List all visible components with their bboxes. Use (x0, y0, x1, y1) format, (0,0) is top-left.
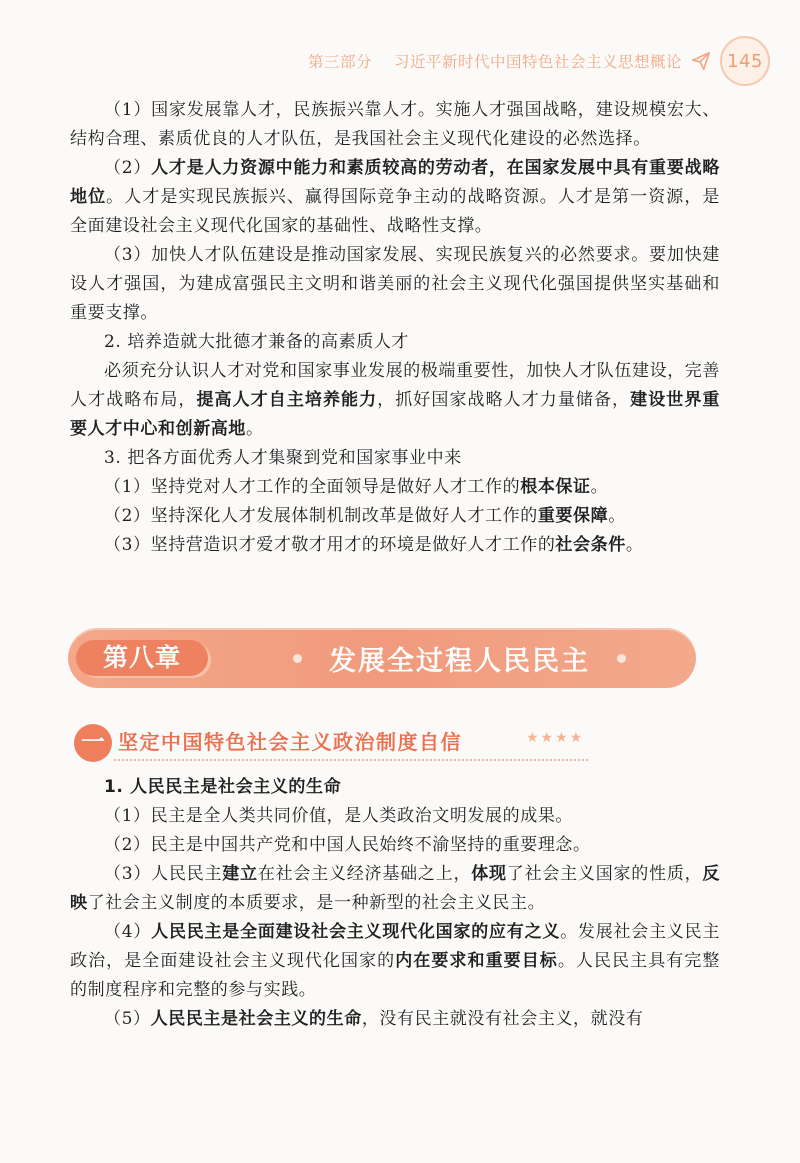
divider (114, 759, 588, 761)
part-label: 第三部分 (307, 53, 372, 71)
paper-plane-icon (690, 50, 712, 72)
paragraph: （3）加快人才队伍建设是推动国家发展、实现民族复兴的必然要求。要加快建设人才强国，为建成富强民主文明和谐美丽的社会主义现代化强国提供坚实基础和重要支撑。 (70, 245, 720, 323)
star-rating-icon: ★★★★ (526, 730, 585, 746)
paragraph: （2）人才是人力资源中能力和素质较高的劳动者，在国家发展中具有重要战略地位。人才是实现民族振兴、赢得国际竞争主动的战略资源。人才是第一资源，是全面建设社会主义现代化国家的基础性、战略性支撑。 (70, 158, 720, 236)
chapter-banner (68, 628, 696, 688)
chapter-title (293, 628, 626, 688)
chapter-tag: 第八章 (76, 640, 208, 676)
subheading: 1. 人民民主是社会主义的生命 (104, 777, 342, 797)
dot-icon (617, 654, 626, 663)
list-item: （3）坚持营造识才爱才敬才用才的环境是做好人才工作的社会条件。 (104, 535, 644, 555)
democracy-section (70, 773, 720, 1034)
page-number: 145 (720, 36, 770, 86)
section-title: 坚定中国特色社会主义政治制度自信 (118, 730, 462, 754)
paragraph: 必须充分认识人才对党和国家事业发展的极端重要性，加快人才队伍建设，完善人才战略布局，提高人才自主培养能力，抓好国家战略人才力量储备，建设世界重要人才中心和创新高地。 (70, 361, 721, 439)
book-title: 习近平新时代中国特色社会主义思想概论 (393, 53, 682, 71)
chapter-title-text: 发展全过程人民民主 (329, 645, 590, 677)
section-heading (74, 718, 594, 764)
subheading: 3. 把各方面优秀人才集聚到党和国家事业中来 (104, 448, 462, 468)
list-item: （2）坚持深化人才发展体制机制改革是做好人才工作的重要保障。 (104, 506, 626, 526)
dot-icon (293, 654, 302, 663)
list-item: （4）人民民主是全面建设社会主义现代化国家的应有之义。发展社会主义民主政治，是全面建设社会主义现代化国家的内在要求和重要目标。人民民主具有完整的制度程序和完整的参与实践。 (70, 922, 721, 1000)
talent-section (70, 96, 720, 560)
list-item: （1）民主是全人类共同价值，是人类政治文明发展的成果。 (104, 806, 574, 826)
list-item: （1）坚持党对人才工作的全面领导是做好人才工作的根本保证。 (104, 477, 609, 497)
running-header (308, 36, 770, 86)
section-number-badge: 一 (74, 724, 112, 762)
list-item: （5）人民民主是社会主义的生命，没有民主就没有社会主义，就没有 (104, 1009, 644, 1029)
paragraph: （1）国家发展靠人才，民族振兴靠人才。实施人才强国战略，建设规模宏大、结构合理、素质优良的人才队伍，是我国社会主义现代化建设的必然选择。 (70, 100, 720, 149)
list-item: （2）民主是中国共产党和中国人民始终不渝坚持的重要理念。 (104, 835, 591, 855)
subheading: 2. 培养造就大批德才兼备的高素质人才 (104, 332, 410, 352)
list-item: （3）人民民主建立在社会主义经济基础之上，体现了社会主义国家的性质，反映了社会主义制度的本质要求，是一种新型的社会主义民主。 (70, 864, 720, 913)
